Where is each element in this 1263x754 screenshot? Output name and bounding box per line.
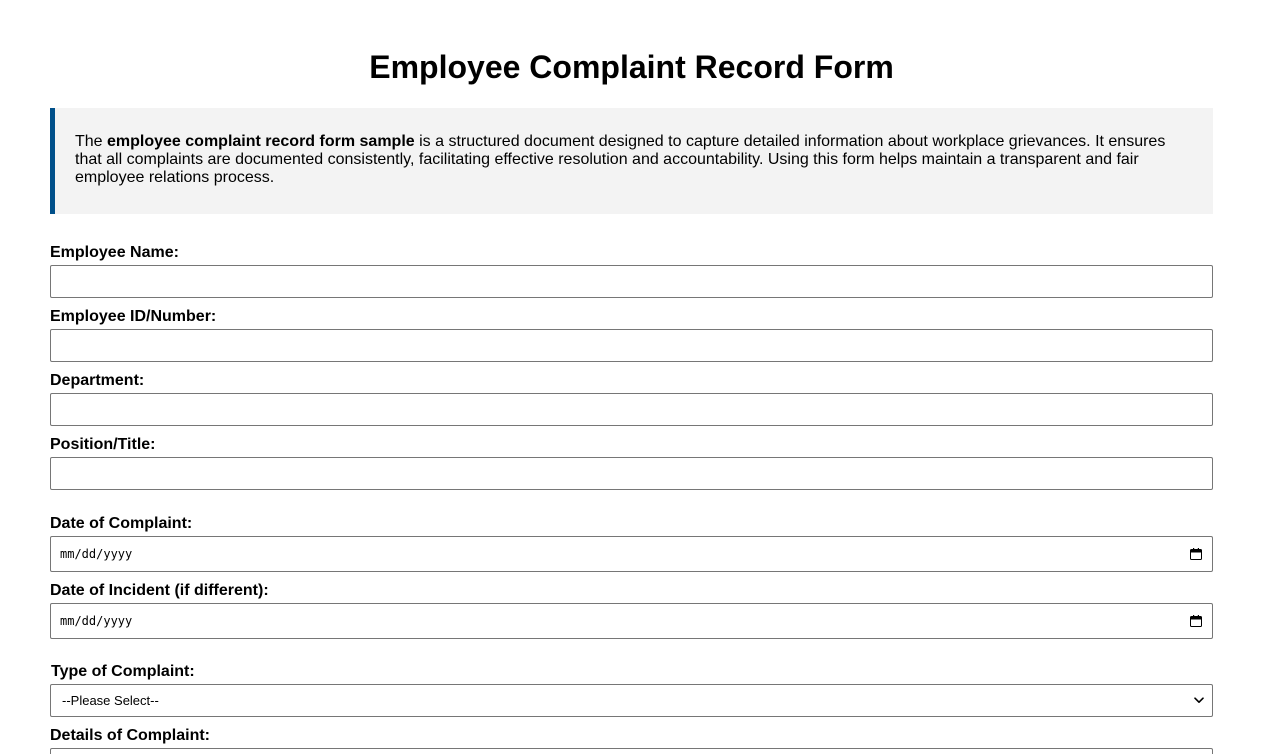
type-of-complaint-selected: --Please Select-- [62,693,159,708]
date-of-complaint-placeholder: mm/dd/yyyy [60,547,133,561]
employee-id-field[interactable] [50,329,1213,362]
department-label: Department: [50,372,145,389]
employee-id-label: Employee ID/Number: [50,308,217,325]
intro-box [50,108,1213,214]
calendar-icon[interactable] [1190,615,1202,627]
employee-name-label: Employee Name: [50,244,179,261]
position-field[interactable] [50,457,1213,490]
intro-prefix: The [75,133,108,150]
intro-text: is a structured document designed to capture detailed information about workplace grievances. It ensures that all complaints are documented consistently, facilitating effective resolution and accountability. Using this form helps maintain a transparent and fair employee relations process. [75,133,1166,186]
details-of-complaint-label: Details of Complaint: [50,727,211,744]
date-of-incident-label: Date of Incident (if different): [50,582,269,599]
department-field[interactable] [50,393,1213,426]
type-of-complaint-label: Type of Complaint: [51,663,195,680]
intro-bold-phrase: employee complaint record form sample [107,133,415,150]
type-of-complaint-select[interactable] [50,684,1213,717]
page-title: Employee Complaint Record Form [369,49,894,85]
position-label: Position/Title: [50,436,156,453]
date-of-complaint-label: Date of Complaint: [50,515,193,532]
date-of-incident-placeholder: mm/dd/yyyy [60,614,133,628]
employee-name-field[interactable] [50,265,1213,298]
date-of-complaint-field[interactable] [50,536,1213,572]
chevron-down-icon [1194,697,1204,704]
details-of-complaint-textarea[interactable] [50,748,1213,754]
date-of-incident-field[interactable] [50,603,1213,639]
calendar-icon[interactable] [1190,548,1202,560]
